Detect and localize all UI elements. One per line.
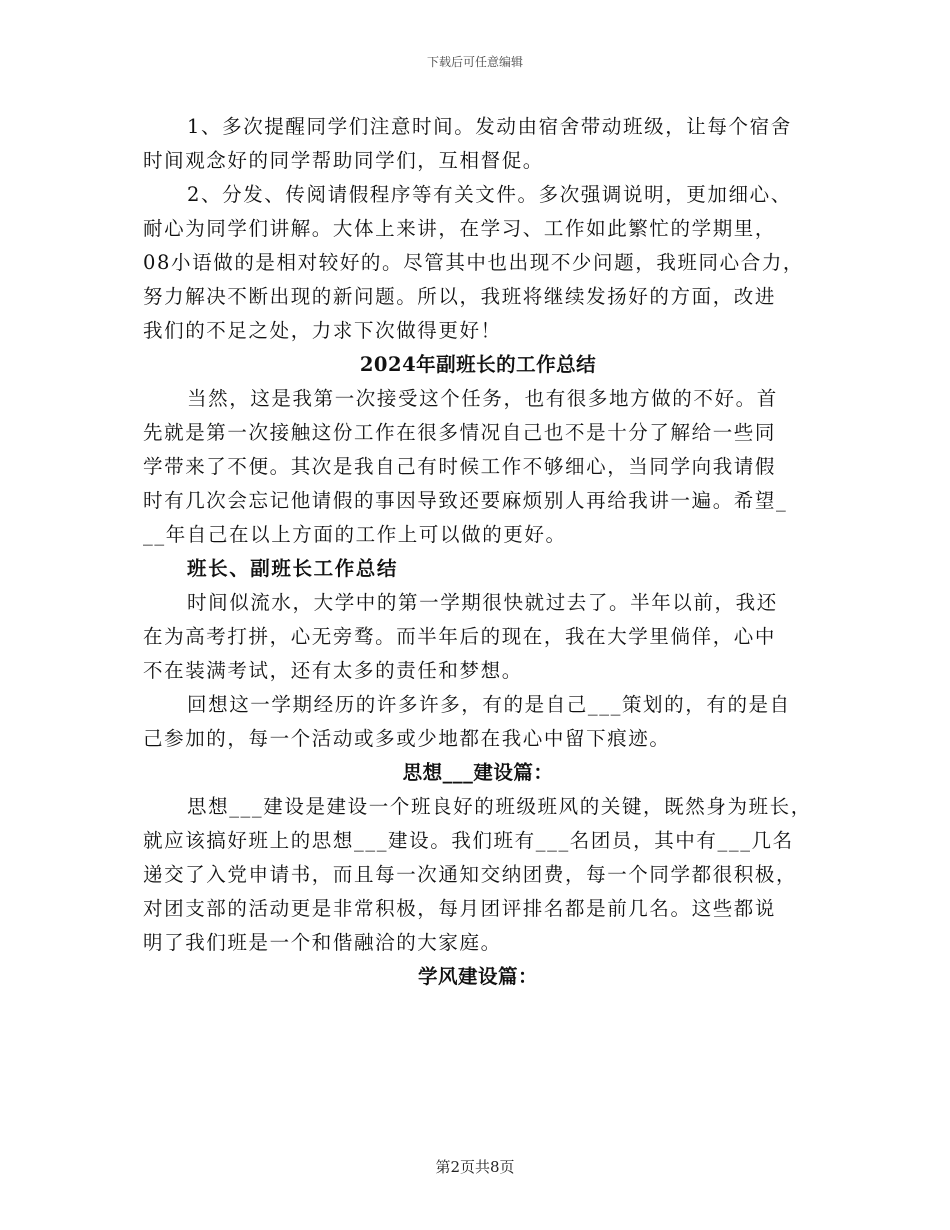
section-title: 2024年副班长的工作总结 — [359, 353, 597, 376]
paragraph — [143, 790, 813, 960]
text-line: 时间似流水，大学中的第一学期很快就过去了。半年以前，我还 — [187, 591, 778, 614]
section-title: 思想___建设篇： — [402, 761, 554, 784]
text-line: 当然，这是我第一次接受这个任务，也有很多地方做的不好。首 — [187, 387, 778, 410]
text-line: 己参加的，每一个活动或多或少地都在我心中留下痕迹。 — [143, 727, 671, 750]
text-line: 在为高考打拼，心无旁骛。而半年后的现在，我在大学里倘佯，心中 — [143, 625, 777, 648]
text-line: 就应该搞好班上的思想___建设。我们班有___名团员，其中有___几名 — [143, 829, 794, 852]
paragraph — [143, 382, 813, 552]
text-line: 递交了入党申请书，而且每一次通知交纳团费，每一个同学都很积极， — [143, 863, 798, 886]
text-line: __年自己在以上方面的工作上可以做的更好。 — [143, 523, 567, 546]
text-line: 努力解决不断出现的新问题。所以，我班将继续发扬好的方面，改进 — [143, 285, 777, 308]
text-line: 对团支部的活动更是非常积极，每月团评排名都是前几名。这些都说 — [143, 897, 777, 920]
paragraph — [143, 110, 813, 178]
text-line: 2、分发、传阅请假程序等有关文件。多次强调说明，更加细心、 — [187, 183, 792, 206]
section-heading: 班长、副班长工作总结 — [187, 557, 399, 580]
paragraph — [143, 586, 813, 688]
text-line: 回想这一学期经历的许多许多，有的是自己___策划的，有的是自 — [187, 693, 791, 716]
text-line: 我们的不足之处，力求下次做得更好！ — [143, 319, 502, 342]
text-line: 08小语做的是相对较好的。尽管其中也出现不少问题，我班同心合力， — [143, 251, 805, 274]
text-line: 先就是第一次接触这份工作在很多情况自己也不是十分了解给一些同 — [143, 421, 777, 444]
text-line: 思想___建设是建设一个班良好的班级班风的关键，既然身为班长， — [187, 795, 812, 818]
section-title: 学风建设篇： — [417, 965, 538, 988]
text-line: 时有几次会忘记他请假的事因导致还要麻烦别人再给我讲一遍。希望_ — [143, 489, 788, 512]
text-line: 学带来了不便。其次是我自己有时候工作不够细心，当同学向我请假 — [143, 455, 777, 478]
text-line: 耐心为同学们讲解。大体上来讲，在学习、工作如此繁忙的学期里， — [143, 217, 777, 240]
text-line: 不在装满考试，还有太多的责任和梦想。 — [143, 659, 523, 682]
page-footer: 第2页共8页 — [435, 1158, 515, 1176]
page-header: 下载后可任意编辑 — [426, 55, 523, 69]
text-line: 时间观念好的同学帮助同学们，互相督促。 — [143, 149, 544, 172]
paragraph — [143, 178, 813, 348]
document-body — [143, 110, 813, 994]
text-line: 1、多次提醒同学们注意时间。发动由宿舍带动班级，让每个宿舍 — [187, 115, 792, 138]
paragraph — [143, 688, 813, 756]
text-line: 明了我们班是一个和偕融洽的大家庭。 — [143, 931, 502, 954]
